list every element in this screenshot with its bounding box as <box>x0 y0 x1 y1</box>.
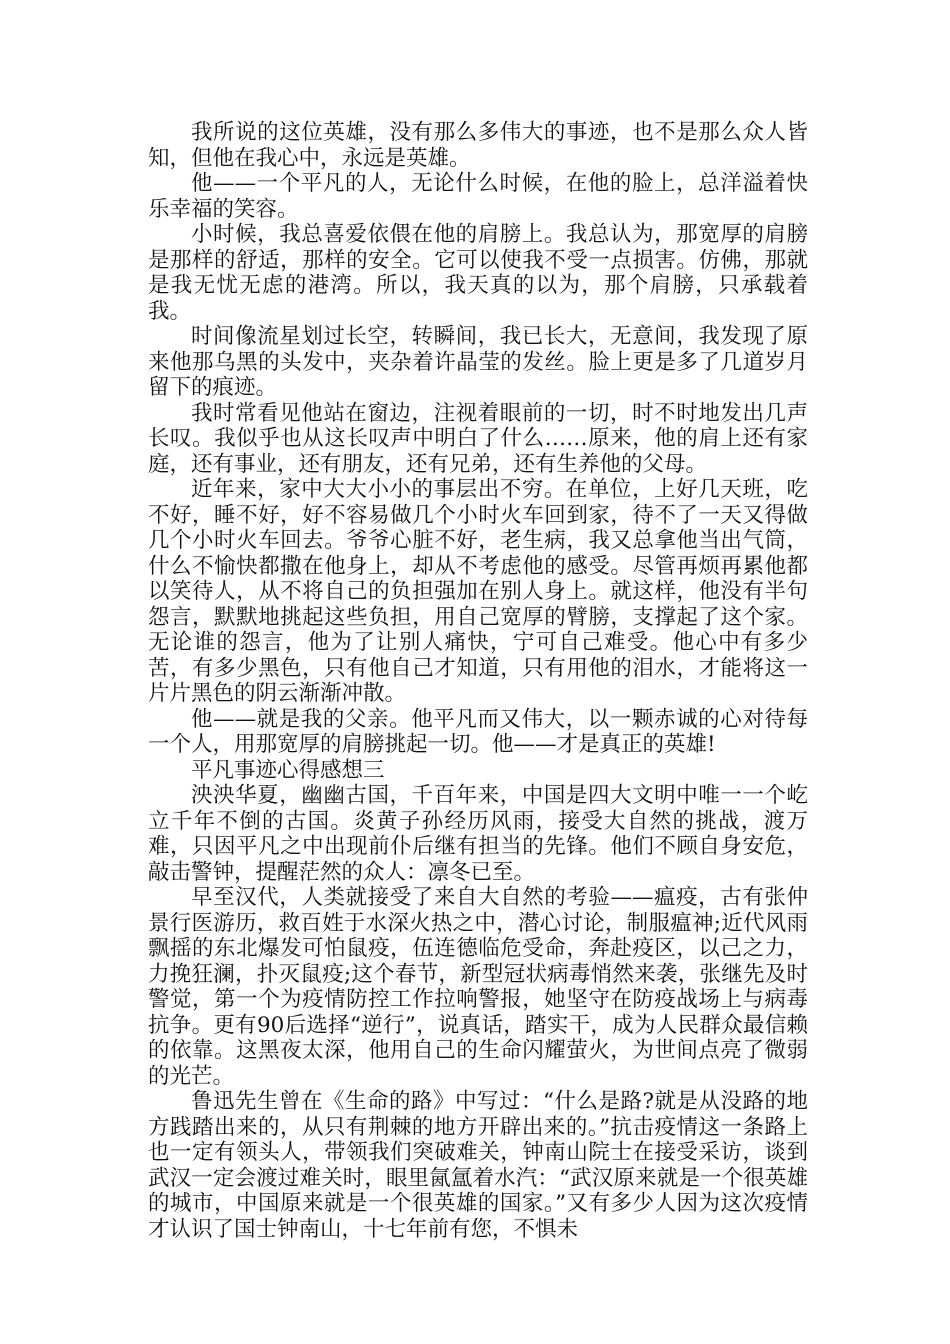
paragraph: 近年来，家中大大小小的事层出不穷。在单位，上好几天班，吃不好，睡不好，好不容易做几个小时火车回到家，待不了一天又得做几个小时火车回去。爷爷心脏不好，老生病，我又总拿他当出气筒，什么不愉快都撒在他身上，却从不考虑他的感受。尽管再烦再累他都以笑待人，从不将自己的负担强加在别人身上。就这样，他没有半句怨言，默默地挑起这些负担，用自己宽厚的臂膀，支撑起了这个家。无论谁的怨言，他为了让别人痛快，宁可自己难受。他心中有多少苦，有多少黑色，只有他自己才知道，只有用他的泪水，才能将这一片片黑色的阴云渐渐冲散。 <box>148 477 808 706</box>
paragraph: 小时候，我总喜爱依偎在他的肩膀上。我总认为，那宽厚的肩膀是那样的舒适，那样的安全。它可以使我不受一点损害。仿佛，那就是我无忧无虑的港湾。所以，我天真的以为，那个肩膀，只承载着我。 <box>148 222 808 324</box>
paragraph: 他——就是我的父亲。他平凡而又伟大，以一颗赤诚的心对待每一个人，用那宽厚的肩膀挑起一切。他——才是真正的英雄! <box>148 706 808 757</box>
paragraph: 早至汉代，人类就接受了来自大自然的考验——瘟疫，古有张仲景行医游历，救百姓于水深火热之中，潜心讨论，制服瘟神;近代风雨飘摇的东北爆发可怕鼠疫，伍连德临危受命，奔赴疫区，以己之力，力挽狂澜，扑灭鼠疫;这个春节，新型冠状病毒悄然来袭，张继先及时警觉，第一个为疫情防控工作拉响警报，她坚守在防疫战场上与病毒抗争。更有90后选择“逆行”，说真话，踏实干，成为人民群众最信赖的依靠。这黑夜太深，他用自己的生命闪耀萤火，为世间点亮了微弱的光芒。 <box>148 885 808 1089</box>
paragraph: 泱泱华夏，幽幽古国，千百年来，中国是四大文明中唯一一个屹立千年不倒的古国。炎黄子孙经历风雨，接受大自然的挑战，渡万难，只因平凡之中出现前仆后继有担当的先锋。他们不顾自身安危，敲击警钟，提醒茫然的众人：凛冬已至。 <box>148 783 808 885</box>
paragraph: 鲁迅先生曾在《生命的路》中写过：“什么是路?就是从没路的地方践踏出来的，从只有荆棘的地方开辟出来的。”抗击疫情这一条路上也一定有领头人，带领我们突破难关，钟南山院士在接受采访，谈到武汉一定会渡过难关时，眼里氤氲着水汽：“武汉原来就是一个很英雄的城市，中国原来就是一个很英雄的国家。”又有多少人因为这次疫情才认识了国士钟南山，十七年前有您，不惧未 <box>148 1089 808 1242</box>
paragraph: 时间像流星划过长空，转瞬间，我已长大，无意间，我发现了原来他那乌黑的头发中，夹杂着许晶莹的发丝。脸上更是多了几道岁月留下的痕迹。 <box>148 324 808 400</box>
document-body <box>148 120 808 1242</box>
paragraph: 我时常看见他站在窗边，注视着眼前的一切，时不时地发出几声长叹。我似乎也从这长叹声中明白了什么……原来，他的肩上还有家庭，还有事业，还有朋友，还有兄弟，还有生养他的父母。 <box>148 400 808 477</box>
section-heading: 平凡事迹心得感想三 <box>191 757 385 783</box>
paragraph: 他——一个平凡的人，无论什么时候，在他的脸上，总洋溢着快乐幸福的笑容。 <box>148 171 808 222</box>
paragraph: 我所说的这位英雄，没有那么多伟大的事迹，也不是那么众人皆知，但他在我心中，永远是英雄。 <box>148 120 808 171</box>
